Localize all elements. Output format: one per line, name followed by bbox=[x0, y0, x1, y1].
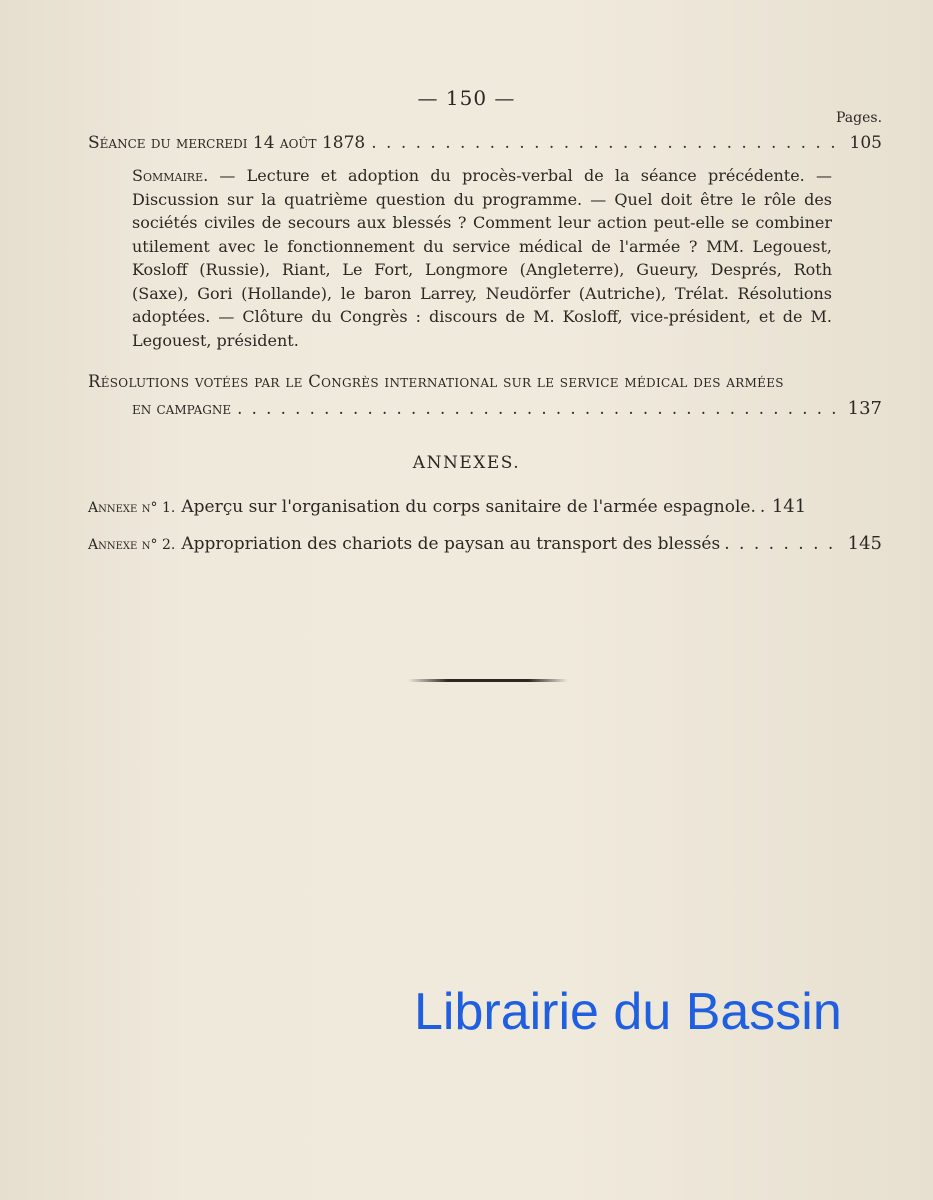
toc-entry-resolutions bbox=[132, 398, 882, 419]
pages-column-label: Pages. bbox=[836, 110, 883, 126]
resolutions-title-line1: Résolutions votées par le Congrès international sur le service médical des armées bbox=[88, 372, 784, 391]
dot-leader bbox=[371, 133, 843, 153]
annexe-label: Annexe n° 1. bbox=[88, 500, 176, 516]
annexe-text: Appropriation des chariots de paysan au transport des blessés bbox=[181, 534, 721, 554]
toc-entry-page: 141 bbox=[771, 496, 807, 517]
toc-entry-page: 105 bbox=[849, 133, 882, 153]
section-divider bbox=[408, 679, 568, 682]
page-number: — 150 — bbox=[417, 86, 516, 110]
toc-entry-title: Séance du mercredi 14 août 1878 bbox=[88, 133, 366, 153]
annexe-label: Annexe n° 2. bbox=[88, 537, 176, 553]
dot-leader bbox=[724, 534, 843, 554]
toc-entry-page: 145 bbox=[847, 533, 882, 554]
seance-summary bbox=[132, 164, 832, 352]
dot-leader bbox=[237, 399, 842, 418]
toc-entry-annexe-1 bbox=[88, 496, 882, 517]
toc-entry-page: 137 bbox=[847, 398, 882, 419]
watermark-text: Librairie du Bassin bbox=[414, 983, 842, 1041]
toc-entry-seance bbox=[88, 133, 882, 153]
summary-lead: Sommaire. bbox=[132, 166, 209, 185]
annexe-text: Aperçu sur l'organisation du corps sanitaire de l'armée espagnole. bbox=[181, 497, 756, 517]
summary-text: — Lecture et adoption du procès-verbal de la séance précédente. — Discussion sur la quatrième question du programme. — Quel doit être le rôle des sociétés civiles de secours aux blessés ? Comment leur action peut-elle se combiner utilement avec le fonctionnement du service médical de l'armée ? MM. Legouest, Kosloff (Russie), Riant, Le Fort, Longmore (Angleterre), Gueury, Després, Roth (Saxe), Gori (Hollande), le baron Larrey, Neudörfer (Autriche), Trélat. Résolutions adoptées. — Clôture du Congrès : discours de M. Kosloff, vice-président, et de M. Legouest, président. bbox=[132, 166, 832, 350]
resolutions-title-line2: en campagne bbox=[132, 399, 232, 418]
toc-entry-annexe-2 bbox=[88, 533, 882, 554]
dot-leader bbox=[760, 497, 768, 517]
annexes-heading: ANNEXES. bbox=[412, 453, 521, 473]
